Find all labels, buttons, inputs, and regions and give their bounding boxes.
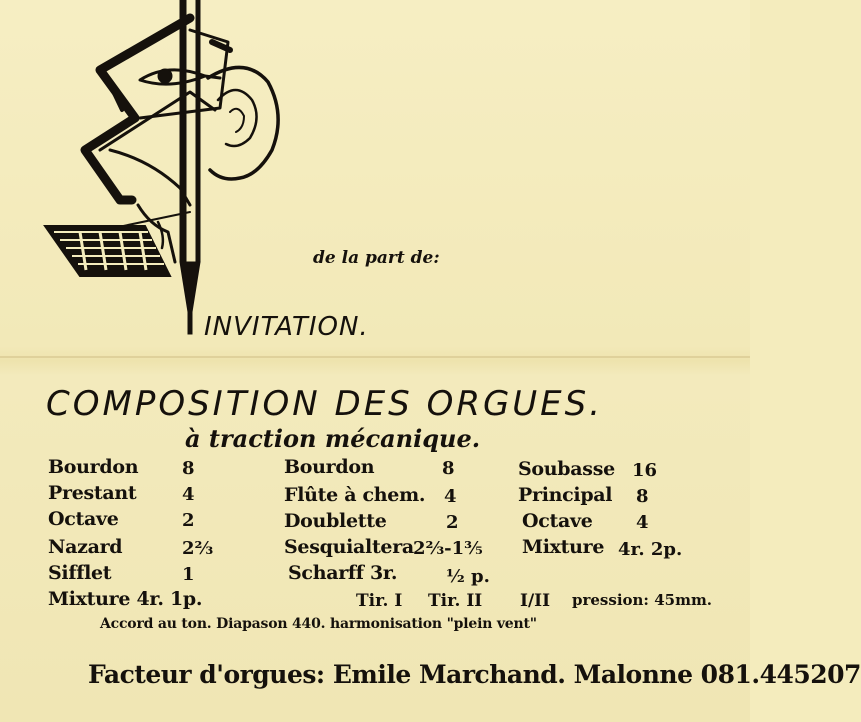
stop-value: 2⅔	[182, 538, 214, 559]
stop-value: 4	[636, 512, 649, 533]
stop-name: Doublette	[284, 510, 387, 532]
stop-value: 8	[636, 486, 649, 507]
stop-name: Mixture	[522, 536, 605, 558]
invitation-heading: INVITATION.	[204, 312, 369, 342]
coupler: I/II	[520, 591, 551, 611]
stop-value: 8	[182, 458, 195, 479]
stop-value: 16	[632, 460, 658, 481]
stop-name: Sesquialtera	[284, 536, 414, 558]
stop-name: Nazard	[48, 536, 123, 558]
stop-value: 8	[442, 458, 455, 479]
tirasse-2: Tir. II	[428, 591, 483, 611]
page-title: COMPOSITION DES ORGUES.	[46, 384, 604, 424]
stop-name: Octave	[522, 510, 593, 532]
stop-value: 4	[182, 484, 195, 505]
stop-name: Bourdon	[48, 456, 139, 478]
subtitle: à traction mécanique.	[185, 424, 481, 453]
stop-name: Scharff 3r.	[288, 562, 398, 584]
stop-name: Flûte à chem.	[284, 484, 426, 506]
paper-fold	[0, 356, 750, 358]
tuning-note: Accord au ton. Diapason 440. harmonisation "plein vent"	[100, 616, 537, 632]
stop-value: 4	[444, 486, 457, 507]
stop-value: 4r. 2p.	[618, 539, 683, 560]
organ-face-illustration	[40, 0, 300, 345]
stop-value: 2	[182, 510, 195, 531]
stop-value: 2	[446, 512, 459, 533]
stop-name: Bourdon	[284, 456, 375, 478]
organ-builder: Facteur d'orgues: Emile Marchand. Malonne 081.445207	[88, 660, 861, 689]
stop-name: Octave	[48, 508, 119, 530]
mixture-line: Mixture 4r. 1p.	[48, 588, 203, 610]
stop-name: Prestant	[48, 482, 137, 504]
stop-name: Principal	[518, 484, 613, 506]
from-label: de la part de:	[313, 248, 440, 268]
stop-value: 2⅔-1⅗	[413, 538, 483, 559]
stop-value: 1	[182, 564, 195, 585]
stop-value: ½ p.	[446, 566, 490, 587]
tirasse-1: Tir. I	[356, 591, 403, 611]
wind-pressure: pression: 45mm.	[572, 591, 713, 609]
stop-name: Sifflet	[48, 562, 112, 584]
stop-name: Soubasse	[518, 458, 615, 480]
